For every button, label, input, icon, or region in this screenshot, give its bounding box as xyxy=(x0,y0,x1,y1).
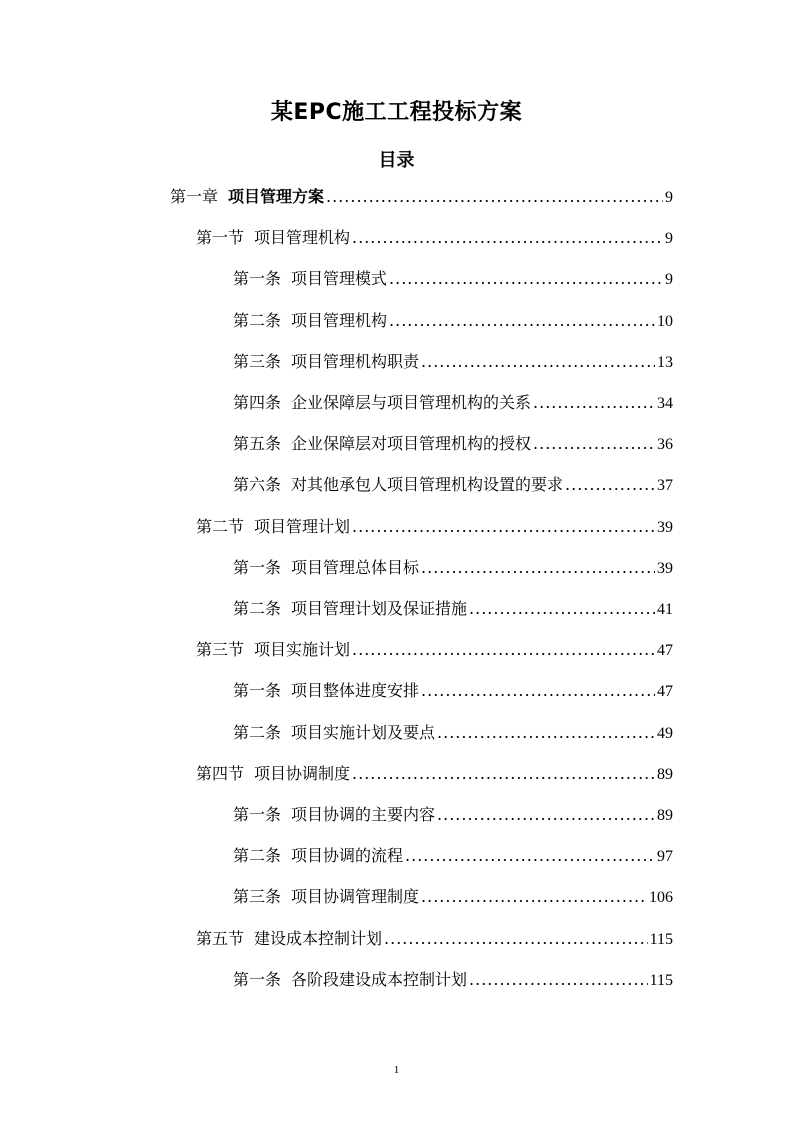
toc-entry-number: 第一条 xyxy=(233,969,282,989)
toc-entry[interactable] xyxy=(233,349,673,375)
toc-entry-page: 9 xyxy=(665,230,673,248)
toc-entry[interactable] xyxy=(233,678,673,704)
toc-entry-number: 第五条 xyxy=(233,434,282,454)
toc-entry-title: 各阶段建设成本控制计划 xyxy=(291,969,468,989)
toc-entry-page: 115 xyxy=(649,971,673,989)
toc-entry-title: 企业保障层对项目管理机构的授权 xyxy=(291,434,532,454)
toc-leader-dots xyxy=(533,390,655,416)
toc-entry-number: 第一节 xyxy=(196,228,245,248)
toc-leader-dots xyxy=(326,184,663,210)
toc-leader-dots xyxy=(469,967,648,993)
toc-entry-page: 47 xyxy=(657,683,673,701)
toc-leader-dots xyxy=(352,637,655,663)
toc-entry-title: 项目协调的主要内容 xyxy=(291,805,436,824)
toc-entry-title: 项目管理计划 xyxy=(254,516,351,536)
toc-leader-dots xyxy=(533,431,655,457)
toc-entry-number: 第四条 xyxy=(233,393,282,412)
toc-entry-page: 36 xyxy=(657,436,673,454)
toc-entry-number: 第四节 xyxy=(196,763,245,783)
toc-entry-page: 9 xyxy=(665,189,673,206)
toc-entry-number: 第一条 xyxy=(233,269,282,289)
toc-entry-title: 项目管理计划及保证措施 xyxy=(291,599,468,618)
toc-leader-dots xyxy=(469,596,655,622)
toc-entry-title: 项目实施计划及要点 xyxy=(291,722,436,742)
toc-entry[interactable] xyxy=(233,720,673,746)
toc-leader-dots xyxy=(352,514,655,540)
toc-entry-number: 第五节 xyxy=(196,928,245,948)
toc-entry[interactable] xyxy=(196,514,673,540)
toc-entry-page: 34 xyxy=(657,395,673,412)
toc-entry-title: 项目管理模式 xyxy=(291,269,388,289)
toc-entry-title: 项目管理方案 xyxy=(228,187,325,206)
toc-entry-title: 项目协调的流程 xyxy=(291,846,404,866)
toc-entry-title: 项目实施计划 xyxy=(254,640,351,660)
toc-entry[interactable] xyxy=(233,843,673,869)
toc-entry[interactable] xyxy=(233,802,673,828)
toc-entry-number: 第二条 xyxy=(233,599,282,618)
toc-entry-title: 建设成本控制计划 xyxy=(254,928,383,948)
toc-leader-dots xyxy=(352,761,655,787)
toc-entry-title: 项目整体进度安排 xyxy=(291,681,420,701)
toc-leader-dots xyxy=(389,308,655,334)
toc-leader-dots xyxy=(421,678,655,704)
toc-entry[interactable] xyxy=(196,225,673,251)
toc-leader-dots xyxy=(384,926,648,952)
toc-entry[interactable] xyxy=(233,266,673,292)
toc-entry-title: 项目管理机构 xyxy=(254,228,351,248)
toc-leader-dots xyxy=(352,225,663,251)
toc-entry-page: 89 xyxy=(657,765,673,783)
toc-entry-page: 39 xyxy=(657,518,673,536)
toc-leader-dots xyxy=(437,802,655,828)
toc-leader-dots xyxy=(405,843,655,869)
toc-entry[interactable] xyxy=(196,761,673,787)
toc-entry-number: 第六条 xyxy=(233,475,282,495)
toc-leader-dots xyxy=(437,720,655,746)
toc-entry-page: 49 xyxy=(657,724,673,742)
toc-heading: 目录 xyxy=(378,150,415,171)
toc-entry-number: 第三条 xyxy=(233,887,282,907)
toc-entry-title: 项目管理机构职责 xyxy=(291,351,420,371)
toc-entry-number: 第一条 xyxy=(233,805,282,824)
toc-entry-page: 47 xyxy=(657,642,673,660)
toc-entry-number: 第二节 xyxy=(196,516,245,536)
toc-entry[interactable] xyxy=(233,308,673,334)
toc-entry-page: 97 xyxy=(657,848,673,866)
toc-leader-dots xyxy=(421,884,647,910)
toc-entry-page: 89 xyxy=(657,807,673,824)
toc-entry[interactable] xyxy=(170,184,673,210)
toc-entry[interactable] xyxy=(196,637,673,663)
toc-entry[interactable] xyxy=(233,472,673,498)
toc-entry-page: 10 xyxy=(657,312,673,330)
toc-entry[interactable] xyxy=(196,926,673,952)
toc-entry-number: 第三节 xyxy=(196,640,245,660)
toc-entry-title: 项目协调制度 xyxy=(254,763,351,783)
toc-entry-page: 37 xyxy=(657,477,673,495)
toc-entry[interactable] xyxy=(233,884,673,910)
toc-entry-number: 第二条 xyxy=(233,722,282,742)
toc-entry[interactable] xyxy=(233,596,673,622)
toc-entry-number: 第三条 xyxy=(233,351,282,371)
page-number: 1 xyxy=(393,1064,400,1076)
toc-entry-title: 对其他承包人项目管理机构设置的要求 xyxy=(291,475,564,495)
toc-entry[interactable] xyxy=(233,390,673,416)
toc-leader-dots xyxy=(389,266,663,292)
document-title: 某EPC施工工程投标方案 xyxy=(270,100,523,125)
toc-entry-title: 项目管理机构 xyxy=(291,310,388,330)
toc-entry-page: 106 xyxy=(649,889,673,907)
toc-entry[interactable] xyxy=(233,431,673,457)
toc-leader-dots xyxy=(421,349,655,375)
toc-entry[interactable] xyxy=(233,555,673,581)
toc-entry-page: 115 xyxy=(649,930,673,948)
toc-entry-title: 项目协调管理制度 xyxy=(291,887,420,907)
toc-leader-dots xyxy=(421,555,655,581)
toc-entry-title: 项目管理总体目标 xyxy=(291,557,420,577)
toc-entry[interactable] xyxy=(233,967,673,993)
toc-entry-title: 企业保障层与项目管理机构的关系 xyxy=(291,393,532,412)
toc-entry-page: 13 xyxy=(657,353,673,371)
toc-entry-page: 41 xyxy=(657,601,673,618)
toc-entry-page: 9 xyxy=(665,271,673,289)
toc-entry-number: 第一章 xyxy=(170,187,219,206)
toc-entry-page: 39 xyxy=(657,559,673,577)
toc-entry-number: 第二条 xyxy=(233,846,282,866)
toc-leader-dots xyxy=(565,472,655,498)
toc-entry-number: 第二条 xyxy=(233,310,282,330)
toc-entry-number: 第一条 xyxy=(233,557,282,577)
toc-entry-number: 第一条 xyxy=(233,681,282,701)
